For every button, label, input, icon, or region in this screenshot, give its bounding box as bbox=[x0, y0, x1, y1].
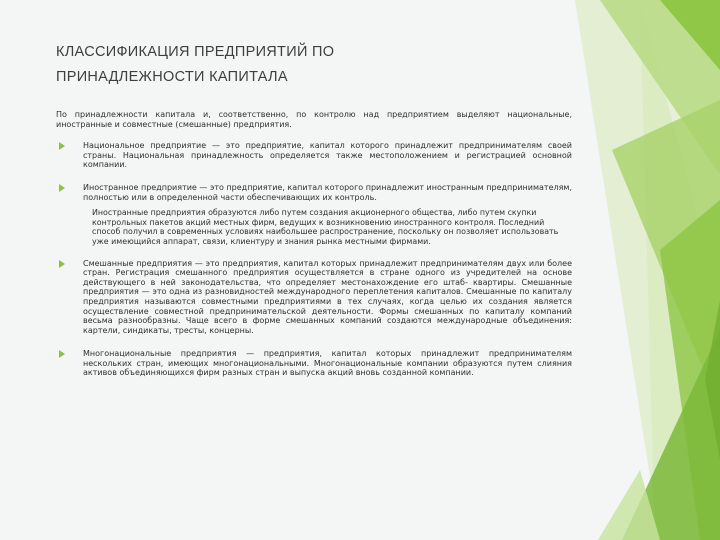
triangle-bullet-icon bbox=[59, 260, 65, 268]
list-item-text: Иностранное предприятие — это предприятие, капитал которого принадлежит иностранным предпринимателям, полностью или в определенной части обеспечивающих их контроль. bbox=[83, 182, 572, 202]
list-item-text: Национальное предприятие — это предприятие, капитал которого принадлежит предпринимателям своей страны. Национальная принадлежность определяется также местоположением и регистрацией основной компании. bbox=[83, 141, 572, 170]
triangle-bullet-icon bbox=[59, 142, 65, 150]
list-item-multinational bbox=[56, 349, 572, 378]
intro-paragraph: По принадлежности капитала и, соответственно, по контролю над предприятием выделяют национальные, иностранные и совместные (смешанные) предприятия. bbox=[56, 110, 572, 129]
content-body bbox=[56, 110, 572, 378]
list-item-national bbox=[56, 141, 572, 170]
list-item-text: Многонациональные предприятия — предприятия, капитал которых принадлежит предпринимателям нескольких стран, имеющих многонациональными. Многонациональные компании образуются путем слияния активов объединяющихся фирм разных стран и выпуска акций вновь созданной компании. bbox=[83, 349, 572, 378]
list-item-foreign bbox=[56, 183, 572, 202]
list-item-text: Смешанные предприятия — это предприятия, капитал которых принадлежит предпринимателям двух или более стран. Регистрация смешанного предприятия осуществляется в стране одного из учредителей на основе действующего в ней законодательства, что определяет местонахождение его штаб- квартиры. Смешанные предприятия — это одна из разновидностей международного переплетения капиталов. Смешанные по капиталу предприятия называются совместными предприятиями в тех случаях, когда целью их создания является осуществление совместной предпринимательской деятельности. Формы смешанных по капиталу компаний весьма разнообразны. Чаще всего в форме смешанных компаний создаются международные объединения: картели, синдикаты, тресты, концерны. bbox=[83, 258, 572, 335]
triangle-bullet-icon bbox=[59, 350, 65, 358]
foreign-sub-note: Иностранные предприятия образуются либо путем создания акционерного общества, либо путем скупки контрольных пакетов акций местных фирм, ведущих к возникновению иностранного контроля. Последний способ получил в современных условиях наибольшее распространение, поскольку он позволяет использовать уже имеющийся аппарат, связи, клиентуру и знания рынка местными фирмами. bbox=[92, 208, 559, 246]
page-title: КЛАССИФИКАЦИЯ ПРЕДПРИЯТИЙ ПО ПРИНАДЛЕЖНОСТИ КАПИТАЛА bbox=[56, 44, 335, 85]
triangle-bullet-icon bbox=[59, 184, 65, 192]
list-item-mixed bbox=[56, 259, 572, 336]
